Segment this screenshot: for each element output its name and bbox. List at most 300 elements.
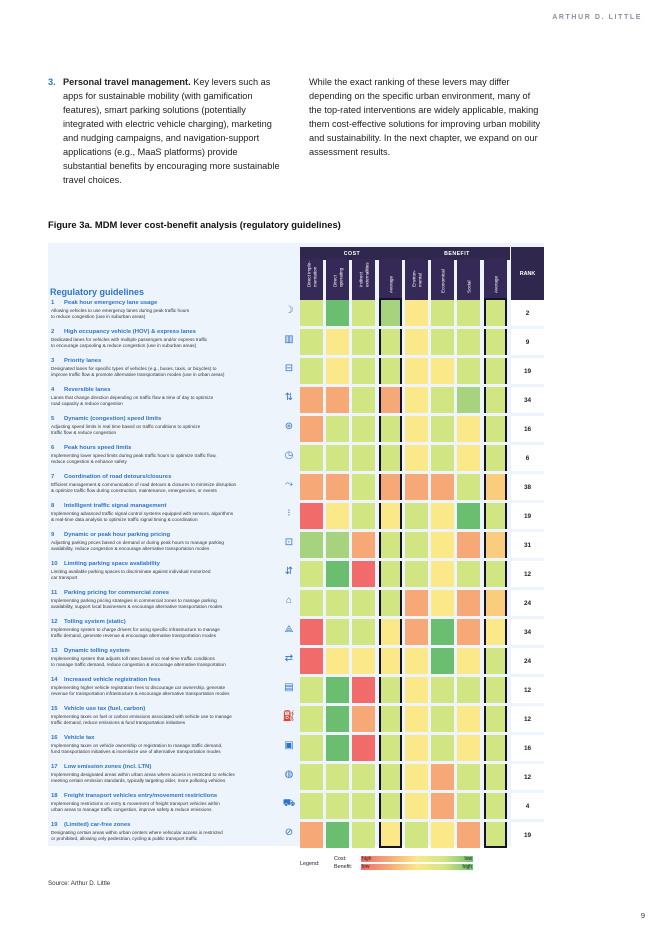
figure-title: Figure 3a. MDM lever cost-benefit analysis (regulatory guidelines) bbox=[48, 219, 341, 230]
reverse-lanes-icon: ⇅ bbox=[284, 392, 294, 403]
average-score-cell bbox=[484, 358, 507, 384]
score-cell bbox=[457, 764, 480, 790]
average-score-cell bbox=[379, 474, 402, 500]
score-cell bbox=[431, 300, 454, 326]
score-cell bbox=[405, 590, 428, 616]
score-cell bbox=[457, 735, 480, 761]
score-cell bbox=[352, 445, 375, 471]
lever-description: Implementing designated areas within urban areas where access is restricted to vehicles meeting certain emission standards, typically targeting older, more polluting vehicles bbox=[51, 772, 235, 783]
lever-title bbox=[51, 619, 126, 625]
score-cell bbox=[405, 445, 428, 471]
score-cell bbox=[431, 387, 454, 413]
score-cell bbox=[300, 474, 323, 500]
average-score-cell bbox=[484, 300, 507, 326]
lever-number: 3 bbox=[51, 358, 55, 364]
score-cell bbox=[457, 590, 480, 616]
score-cell bbox=[300, 677, 323, 703]
lever-description: Implementing system that adjusts toll rates based on real-time traffic conditions to manage traffic demand, reduce congestion & encourage alternative transportation bbox=[51, 656, 226, 667]
legend-title: Legend: bbox=[300, 861, 320, 867]
score-cell bbox=[352, 764, 375, 790]
lever-description: Lanes that change direction depending on traffic flow & time of day to optimize road capacity & reduce congestion bbox=[51, 395, 214, 406]
average-score-cell bbox=[379, 532, 402, 558]
score-cell bbox=[457, 648, 480, 674]
score-cell bbox=[352, 358, 375, 384]
score-cell bbox=[326, 735, 349, 761]
lever-title bbox=[51, 532, 170, 538]
score-cell bbox=[405, 329, 428, 355]
score-cell bbox=[300, 793, 323, 819]
rank-value: 4 bbox=[511, 793, 544, 819]
lever-description: Implementing restrictions on entry & movement of freight transport vehicles within urban areas to manage traffic congestion, improve safety & reduce emissions bbox=[51, 801, 220, 812]
average-score-cell bbox=[379, 822, 402, 848]
lever-title bbox=[51, 329, 196, 335]
score-cell bbox=[405, 764, 428, 790]
score-cell bbox=[457, 503, 480, 529]
score-cell bbox=[405, 474, 428, 500]
score-cell bbox=[457, 358, 480, 384]
score-cell bbox=[352, 590, 375, 616]
score-cell bbox=[352, 474, 375, 500]
score-cell bbox=[431, 764, 454, 790]
score-cell bbox=[431, 445, 454, 471]
column-header-label: Environ- mental bbox=[411, 269, 422, 287]
table-row bbox=[48, 590, 544, 616]
score-cell bbox=[326, 474, 349, 500]
lever-title-text: Peak hour emergency lane usage bbox=[64, 300, 158, 306]
average-score-cell bbox=[379, 793, 402, 819]
lever-title bbox=[51, 706, 145, 712]
clock-icon: ◷ bbox=[284, 450, 294, 461]
benefit-group-header: BENEFIT bbox=[404, 247, 510, 260]
legend-cost-label: Cost: bbox=[334, 856, 347, 862]
score-cell bbox=[457, 793, 480, 819]
score-cell bbox=[326, 416, 349, 442]
average-score-cell bbox=[379, 329, 402, 355]
score-cell bbox=[457, 329, 480, 355]
cost-group-header: COST bbox=[300, 247, 404, 260]
table-row bbox=[48, 648, 544, 674]
score-cell bbox=[405, 793, 428, 819]
lever-title-text: Reversible lanes bbox=[64, 387, 111, 393]
lever-title bbox=[51, 358, 101, 364]
table-row bbox=[48, 619, 544, 645]
score-cell bbox=[352, 561, 375, 587]
score-cell bbox=[326, 822, 349, 848]
score-cell bbox=[431, 706, 454, 732]
score-cell bbox=[326, 503, 349, 529]
score-cell bbox=[431, 474, 454, 500]
average-score-cell bbox=[379, 416, 402, 442]
average-score-cell bbox=[379, 358, 402, 384]
score-cell bbox=[300, 764, 323, 790]
brand-header: ARTHUR D. LITTLE bbox=[552, 14, 642, 21]
lever-title bbox=[51, 387, 111, 393]
lever-number: 1 bbox=[51, 300, 55, 306]
score-cell bbox=[326, 445, 349, 471]
score-cell bbox=[352, 387, 375, 413]
table-row bbox=[48, 677, 544, 703]
score-cell bbox=[431, 677, 454, 703]
lever-description: Limiting available parking spaces to discriminate against individual motorized car transport bbox=[51, 569, 211, 580]
average-score-cell bbox=[484, 764, 507, 790]
average-score-cell bbox=[379, 648, 402, 674]
average-score-cell bbox=[484, 532, 507, 558]
lever-number: 2 bbox=[51, 329, 55, 335]
lever-title-text: Vehicle use tax (fuel, carbon) bbox=[64, 706, 146, 712]
average-score-cell bbox=[379, 677, 402, 703]
score-cell bbox=[457, 387, 480, 413]
column-header bbox=[326, 259, 349, 301]
lever-description: Implementing lower speed limits during peak traffic hours to optimize traffic flow, reduce congestion & enhance safety bbox=[51, 453, 217, 464]
lever-title bbox=[51, 416, 161, 422]
score-cell bbox=[431, 822, 454, 848]
lever-title-text: Freight transport vehicles entry/movement restrictions bbox=[64, 793, 218, 799]
source-note: Source: Arthur D. Little bbox=[48, 880, 111, 887]
rank-value: 16 bbox=[511, 735, 544, 761]
score-cell bbox=[457, 445, 480, 471]
score-cell bbox=[326, 793, 349, 819]
table-row bbox=[48, 532, 544, 558]
lever-title-text: Parking pricing for commercial zones bbox=[64, 590, 170, 596]
column-header bbox=[405, 259, 428, 301]
rank-header: RANK bbox=[511, 247, 544, 301]
score-cell bbox=[405, 648, 428, 674]
lane-icon: ☽ bbox=[284, 305, 294, 316]
score-cell bbox=[431, 619, 454, 645]
score-cell bbox=[352, 503, 375, 529]
score-cell bbox=[431, 561, 454, 587]
rank-value: 12 bbox=[511, 677, 544, 703]
benefit-low-label: low bbox=[362, 864, 370, 870]
lever-title-text: Priority lanes bbox=[64, 358, 102, 364]
cost-gradient bbox=[361, 856, 473, 862]
average-score-cell bbox=[379, 735, 402, 761]
score-cell bbox=[352, 532, 375, 558]
toll-icon: ⟁ bbox=[284, 624, 294, 635]
bus-icon: ⊟ bbox=[284, 363, 294, 374]
legend-benefit-label: Benefit: bbox=[334, 864, 353, 870]
score-cell bbox=[457, 677, 480, 703]
lever-paragraph bbox=[48, 75, 284, 187]
lever-title bbox=[51, 735, 94, 741]
lever-title-text: Tolling system (static) bbox=[64, 619, 126, 625]
score-cell bbox=[300, 503, 323, 529]
score-cell bbox=[326, 329, 349, 355]
score-cell bbox=[457, 532, 480, 558]
rank-value: 6 bbox=[511, 445, 544, 471]
detour-icon: ⤳ bbox=[285, 479, 293, 490]
score-cell bbox=[326, 532, 349, 558]
score-cell bbox=[352, 793, 375, 819]
shop-icon: ⌂ bbox=[285, 595, 293, 606]
score-cell bbox=[405, 416, 428, 442]
lever-number: 12 bbox=[51, 619, 58, 625]
lever-title bbox=[51, 764, 151, 770]
score-cell bbox=[352, 706, 375, 732]
average-score-cell bbox=[484, 793, 507, 819]
table-row bbox=[48, 474, 544, 500]
lever-number: 10 bbox=[51, 561, 58, 567]
lever-title-text: Coordination of road detours/closures bbox=[64, 474, 172, 480]
lever-number: 13 bbox=[51, 648, 58, 654]
lever-description: Adjusting speed limits in real time based on traffic conditions to optimize traffic flow & reduce congestion bbox=[51, 424, 201, 435]
table-row bbox=[48, 503, 544, 529]
lever-title-text: Intelligent traffic signal management bbox=[64, 503, 167, 509]
rank-value: 12 bbox=[511, 764, 544, 790]
list-number: 3. bbox=[48, 77, 56, 87]
lever-number: 19 bbox=[51, 822, 58, 828]
speed-icon: ⊛ bbox=[284, 421, 294, 432]
lever-title bbox=[51, 793, 217, 799]
score-cell bbox=[326, 648, 349, 674]
lever-number: 4 bbox=[51, 387, 55, 393]
table-row bbox=[48, 793, 544, 819]
score-cell bbox=[352, 677, 375, 703]
score-cell bbox=[326, 619, 349, 645]
score-cell bbox=[352, 648, 375, 674]
average-score-cell bbox=[484, 561, 507, 587]
score-cell bbox=[457, 561, 480, 587]
score-cell bbox=[405, 677, 428, 703]
average-score-cell bbox=[484, 822, 507, 848]
score-cell bbox=[405, 358, 428, 384]
lever-number: 5 bbox=[51, 416, 55, 422]
lever-number: 9 bbox=[51, 532, 55, 538]
paragraph-lead: Personal travel management. bbox=[63, 77, 191, 87]
column-header-label: Indirect externalities bbox=[358, 262, 369, 287]
lever-title bbox=[51, 590, 169, 596]
column-header-label: Economical bbox=[439, 268, 445, 293]
cost-low-label: high bbox=[362, 856, 372, 862]
average-score-cell bbox=[379, 387, 402, 413]
column-header bbox=[352, 259, 375, 301]
lever-number: 15 bbox=[51, 706, 58, 712]
dynamic-toll-icon: ⇄ bbox=[284, 653, 294, 664]
score-cell bbox=[457, 300, 480, 326]
score-cell bbox=[352, 300, 375, 326]
score-cell bbox=[405, 387, 428, 413]
score-cell bbox=[405, 822, 428, 848]
column-header-label: Average bbox=[387, 275, 393, 293]
score-cell bbox=[352, 416, 375, 442]
score-cell bbox=[300, 387, 323, 413]
score-cell bbox=[431, 590, 454, 616]
parking-limit-icon: ⇵ bbox=[284, 566, 294, 577]
lever-description: Designating certain areas within urban centers where vehicular access is restricted or prohibited, allowing only pedestrian, cycling & public transport traffic bbox=[51, 830, 223, 841]
column-header-label: Average bbox=[492, 275, 498, 293]
column-header bbox=[431, 259, 454, 301]
lever-number: 17 bbox=[51, 764, 58, 770]
score-cell bbox=[352, 329, 375, 355]
score-cell bbox=[300, 735, 323, 761]
score-cell bbox=[431, 648, 454, 674]
lever-title bbox=[51, 648, 130, 654]
lever-number: 6 bbox=[51, 445, 55, 451]
column-header bbox=[300, 259, 323, 301]
lever-number: 8 bbox=[51, 503, 55, 509]
no-car-icon: ⊘ bbox=[284, 827, 294, 838]
rank-value: 34 bbox=[511, 619, 544, 645]
average-score-cell bbox=[484, 706, 507, 732]
score-cell bbox=[300, 648, 323, 674]
truck-icon: ⛟ bbox=[282, 798, 296, 809]
rank-value: 2 bbox=[511, 300, 544, 326]
score-cell bbox=[326, 590, 349, 616]
lever-description: Allowing vehicles to use emergency lanes during peak traffic hours to reduce congestion (use in suburban areas) bbox=[51, 308, 190, 319]
paragraph-text: Key levers such as apps for sustainable mobility (with gamification features), smart parking solutions (potentially integrated with electric vehicle charging), marketing and nudging campaigns, and navigation-support applications (e.g., MaaS platforms) provide substantial benefits by encouraging more sustainable travel choices. bbox=[63, 77, 280, 185]
column-header-label: Social bbox=[465, 279, 471, 293]
score-cell bbox=[405, 619, 428, 645]
rank-value: 19 bbox=[511, 503, 544, 529]
score-cell bbox=[300, 532, 323, 558]
rank-value: 12 bbox=[511, 561, 544, 587]
score-cell bbox=[326, 677, 349, 703]
average-score-cell bbox=[379, 706, 402, 732]
score-cell bbox=[457, 416, 480, 442]
rank-value: 34 bbox=[511, 387, 544, 413]
average-score-cell bbox=[484, 416, 507, 442]
score-cell bbox=[405, 503, 428, 529]
table-row bbox=[48, 329, 544, 355]
table-row bbox=[48, 735, 544, 761]
lever-title bbox=[51, 561, 160, 567]
score-cell bbox=[431, 503, 454, 529]
score-cell bbox=[300, 822, 323, 848]
lever-title-text: Dynamic or peak hour parking pricing bbox=[64, 532, 171, 538]
score-cell bbox=[405, 561, 428, 587]
score-cell bbox=[431, 358, 454, 384]
lever-description: Dedicated lanes for vehicles with multiple passengers and/or express traffic to encourage carpooling & reduce congestion (use in suburban areas) bbox=[51, 337, 208, 348]
rank-value: 31 bbox=[511, 532, 544, 558]
score-cell bbox=[326, 300, 349, 326]
rank-value: 24 bbox=[511, 590, 544, 616]
table-row bbox=[48, 764, 544, 790]
average-score-cell bbox=[379, 619, 402, 645]
lever-title-text: High occupancy vehicle (HOV) & express lanes bbox=[64, 329, 196, 335]
table-row bbox=[48, 445, 544, 471]
lever-description: Implementing higher vehicle registration fees to discourage car ownership, generate revenue for transportation infrastructure & encourage alternative transportation modes bbox=[51, 685, 230, 696]
average-score-cell bbox=[484, 503, 507, 529]
average-score-cell bbox=[484, 735, 507, 761]
score-cell bbox=[431, 329, 454, 355]
score-cell bbox=[352, 735, 375, 761]
lever-title-text: Vehicle tax bbox=[64, 735, 95, 741]
score-cell bbox=[431, 735, 454, 761]
lever-title bbox=[51, 822, 130, 828]
lever-title bbox=[51, 300, 157, 306]
lever-description: Implementing parking pricing strategies in commercial zones to manage parking availability, support local businesses & encourage alternative transportation modes bbox=[51, 598, 223, 609]
score-cell bbox=[326, 561, 349, 587]
section-title: Regulatory guidelines bbox=[50, 287, 145, 297]
average-score-cell bbox=[484, 648, 507, 674]
lever-title bbox=[51, 677, 161, 683]
lever-title-text: Limiting parking space availability bbox=[64, 561, 160, 567]
lever-number: 7 bbox=[51, 474, 55, 480]
average-score-cell bbox=[484, 619, 507, 645]
lever-description: Implementing taxes on fuel or carbon emissions associated with vehicle use to manage traffic demand, reduce emissions & fund transportation initiatives bbox=[51, 714, 232, 725]
lever-number: 11 bbox=[51, 590, 58, 596]
score-cell bbox=[300, 329, 323, 355]
score-cell bbox=[326, 706, 349, 732]
score-cell bbox=[326, 358, 349, 384]
lever-title-text: Increased vehicle registration fees bbox=[64, 677, 161, 683]
right-column: While the exact ranking of these levers may differ depending on the specific urban environment, many of the top-rated interventions are widely applicable, making them cost-effective solutions for improving urban mobility and sustainability. In the next chapter, we expand on our assessment results. bbox=[309, 77, 541, 157]
score-cell bbox=[457, 474, 480, 500]
lever-description: Implementing system to charge drivers for using specific infrastructure to manage traffic demand, generate revenue & encourage alternative transportation modes bbox=[51, 627, 220, 638]
score-cell bbox=[405, 300, 428, 326]
average-score-cell bbox=[484, 445, 507, 471]
score-cell bbox=[431, 532, 454, 558]
score-cell bbox=[457, 619, 480, 645]
score-cell bbox=[457, 822, 480, 848]
average-score-cell bbox=[484, 329, 507, 355]
table-row bbox=[48, 358, 544, 384]
paragraph-body bbox=[63, 75, 284, 187]
lever-title bbox=[51, 503, 166, 509]
table-row bbox=[48, 300, 544, 326]
column-header bbox=[484, 259, 507, 301]
score-cell bbox=[352, 822, 375, 848]
column-header-label: Direct operating bbox=[332, 267, 343, 287]
score-cell bbox=[405, 532, 428, 558]
score-cell bbox=[300, 706, 323, 732]
score-cell bbox=[300, 358, 323, 384]
score-cell bbox=[457, 706, 480, 732]
rank-value: 19 bbox=[511, 822, 544, 848]
tax-icon: ▣ bbox=[284, 740, 294, 751]
column-header bbox=[457, 259, 480, 301]
lever-description: Efficient management & communication of road detours & closures to minimize disruption & optimize traffic flow during construction, maintenance, emergencies, or events bbox=[51, 482, 237, 493]
score-cell bbox=[300, 416, 323, 442]
table-row bbox=[48, 561, 544, 587]
rank-value: 12 bbox=[511, 706, 544, 732]
rank-value: 19 bbox=[511, 358, 544, 384]
table-row bbox=[48, 416, 544, 442]
lever-number: 16 bbox=[51, 735, 58, 741]
lever-title-text: Low emission zones (incl. LTN) bbox=[64, 764, 152, 770]
score-cell bbox=[431, 793, 454, 819]
document-icon: ▤ bbox=[284, 682, 294, 693]
average-score-cell bbox=[484, 474, 507, 500]
average-score-cell bbox=[379, 764, 402, 790]
table-row bbox=[48, 822, 544, 848]
lever-description: Designated lanes for specific types of vehicles (e.g., buses, taxis, or bicycles) to improve traffic flow & promote alternative transportation modes (use in urban areas) bbox=[51, 366, 225, 377]
table-row bbox=[48, 387, 544, 413]
average-score-cell bbox=[379, 503, 402, 529]
lever-title bbox=[51, 474, 171, 480]
score-cell bbox=[326, 764, 349, 790]
lever-title bbox=[51, 445, 131, 451]
average-score-cell bbox=[484, 387, 507, 413]
table-row bbox=[48, 706, 544, 732]
score-cell bbox=[405, 706, 428, 732]
rank-value: 24 bbox=[511, 648, 544, 674]
lever-number: 14 bbox=[51, 677, 58, 683]
lever-title-text: (Limited) car-free zones bbox=[64, 822, 131, 828]
column-header-label: Direct imple- mentation bbox=[306, 261, 317, 287]
column-header bbox=[379, 259, 402, 301]
building-icon: ▥ bbox=[284, 334, 294, 345]
score-cell bbox=[300, 619, 323, 645]
benefit-gradient bbox=[361, 864, 473, 870]
fuel-icon: ⛽ bbox=[282, 711, 296, 722]
average-score-cell bbox=[379, 561, 402, 587]
lever-description: Implementing taxes on vehicle ownership or registration to manage traffic demand, fund transportation initiatives & incentivize use of alternative transportation modes bbox=[51, 743, 223, 754]
page-number: 9 bbox=[640, 911, 645, 920]
score-cell bbox=[300, 300, 323, 326]
rank-value: 9 bbox=[511, 329, 544, 355]
left-column bbox=[48, 75, 284, 187]
